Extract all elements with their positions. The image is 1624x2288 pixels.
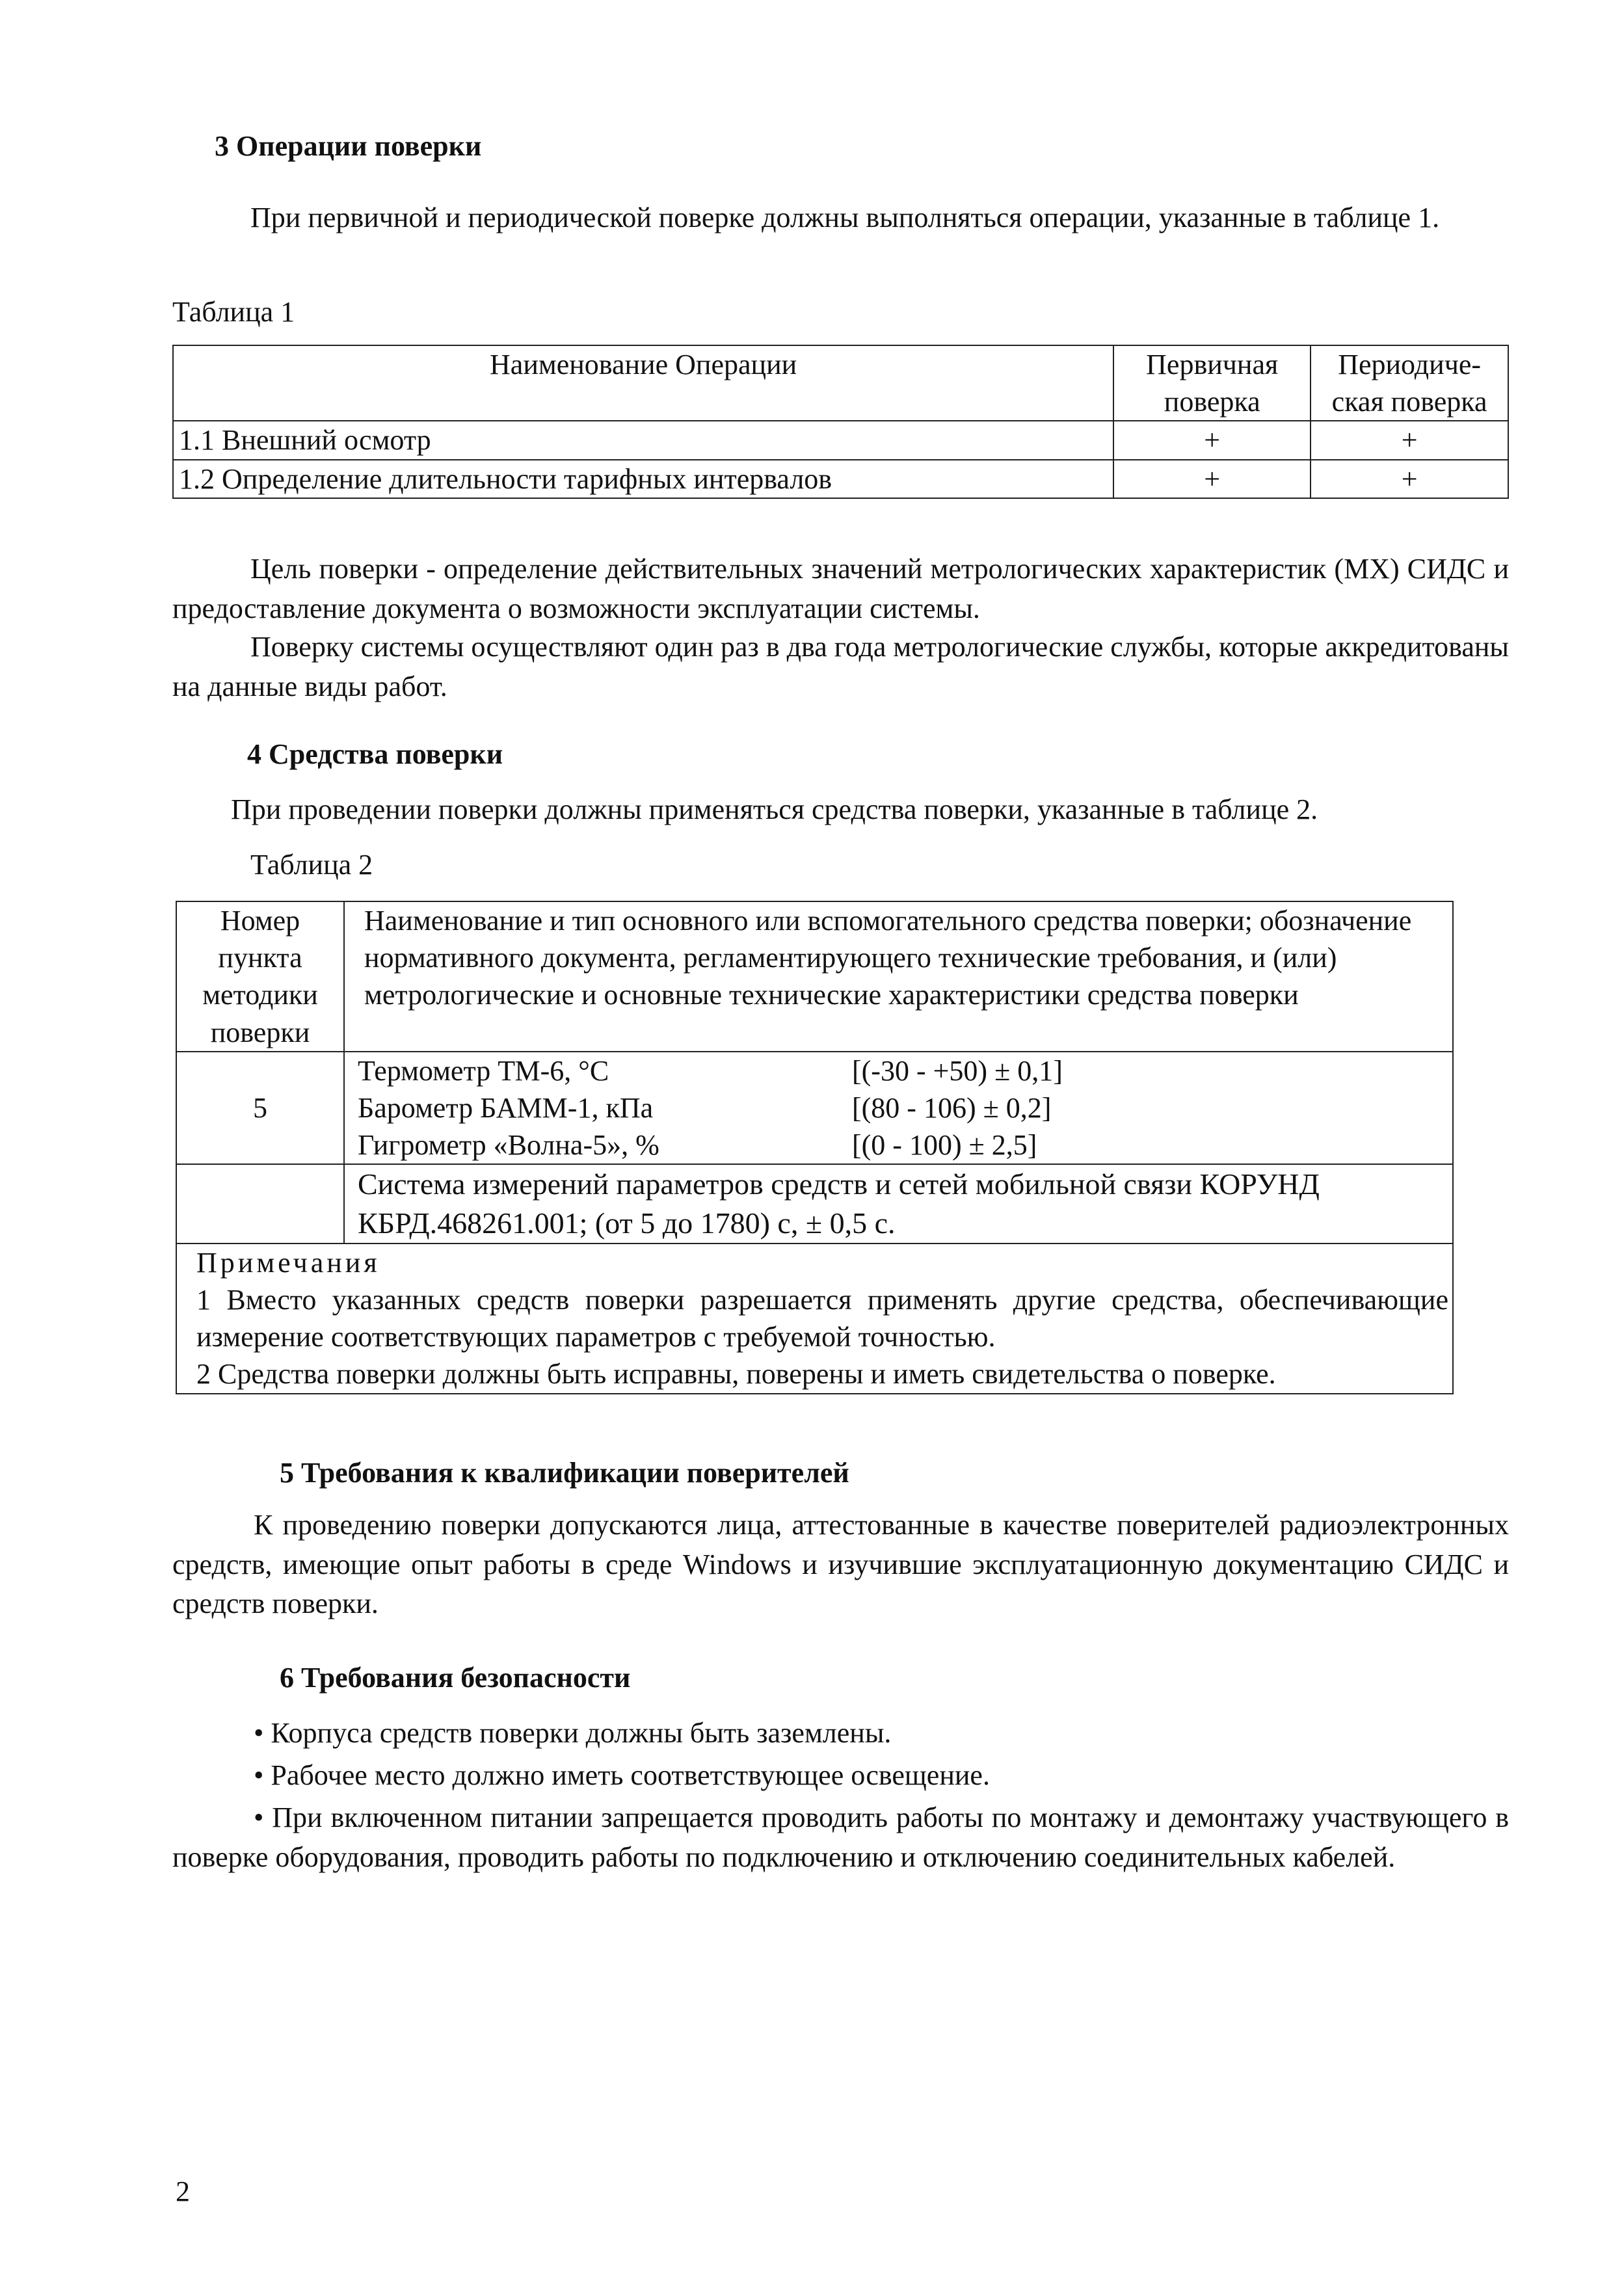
note-1: 1 Вместо указанных средств поверки разрешается применять другие средства, обеспечивающие измерение соответствующих параметров с требуемой точностью.	[196, 1284, 1448, 1353]
table-1-header-row	[173, 345, 1508, 421]
table-1-cell-periodic: +	[1311, 460, 1508, 498]
table-1-header-operation: Наименование Операции	[173, 345, 1113, 421]
instrument-row	[358, 1089, 1447, 1126]
table-2-notes-row	[176, 1244, 1453, 1394]
table-2	[176, 901, 1454, 1394]
table-2-header-row	[176, 901, 1453, 1052]
table-2-notes	[176, 1244, 1453, 1394]
table-1-caption: Таблица 1	[172, 296, 295, 328]
table-row	[176, 1164, 1453, 1244]
section-3-intro: При первичной и периодической поверке должны выполняться операции, указанные в таблице 1.	[250, 202, 1440, 233]
table-1-header-primary: Первичная поверка	[1113, 345, 1311, 421]
instrument-name: Термометр ТМ-6, °С	[358, 1054, 609, 1087]
instrument-row	[358, 1052, 1447, 1089]
note-2: 2 Средства поверки должны быть исправны, поверены и иметь свидетельства о поверке.	[196, 1358, 1276, 1390]
bullet-item: • Корпуса средств поверки должны быть заземлены.	[254, 1717, 892, 1749]
section-5-heading: 5 Требования к квалификации поверителей	[280, 1457, 849, 1489]
instrument-range: [(-30 - +50) ± 0,1]	[852, 1054, 1063, 1087]
section-3-paragraph-1: Цель поверки - определение действительных значений метрологических характеристик (МХ) СИДС и предоставление документа о возможности эксплуатации системы.	[172, 553, 1509, 624]
table-1-cell-op: 1.1 Внешний осмотр	[173, 421, 1113, 459]
instrument-name: Гигрометр «Волна-5», %	[358, 1129, 659, 1162]
section-4-heading: 4 Средства поверки	[247, 738, 503, 770]
instrument-range: [(0 - 100) ± 2,5]	[852, 1129, 1037, 1162]
instrument-name: Барометр БАММ-1, кПа	[358, 1091, 654, 1124]
table-1	[172, 345, 1509, 499]
page-number: 2	[176, 2175, 190, 2207]
table-row	[173, 421, 1508, 459]
table-1-cell-primary: +	[1113, 460, 1311, 498]
table-2-header-description: Наименование и тип основного или вспомогательного средства поверки; обозначение нормативного документа, регламентирующего технические требования, и (или) метрологические и основные технические характеристики средства поверки	[344, 901, 1453, 1052]
section-5-paragraph: К проведению поверки допускаются лица, аттестованные в качестве поверителей радиоэлектронных средств, имеющие опыт работы в среде Windows и изучившие эксплуатационную документацию СИДС и средств поверки.	[172, 1509, 1509, 1620]
notes-title: Примечания	[196, 1246, 380, 1279]
section-3-paragraph-2: Поверку системы осуществляют один раз в два года метрологические службы, которые аккредитованы на данные виды работ.	[172, 631, 1509, 702]
table-1-cell-op: 1.2 Определение длительности тарифных интервалов	[173, 460, 1113, 498]
section-6-heading: 6 Требования безопасности	[280, 1662, 631, 1694]
section-4-intro: При проведении поверки должны применяться средства поверки, указанные в таблице 2.	[231, 793, 1318, 825]
table-row	[173, 460, 1508, 498]
table-2-cell-number: 5	[176, 1052, 344, 1165]
section-3-heading: 3 Операции поверки	[215, 130, 482, 162]
table-2-cell-instruments	[344, 1052, 1453, 1165]
table-1-header-periodic: Периодиче-ская поверка	[1311, 345, 1508, 421]
table-2-cell-system: Система измерений параметров средств и сетей мобильной связи КОРУНД КБРД.468261.001; (от 5 до 1780) с, ± 0,5 с.	[344, 1164, 1453, 1244]
table-2-header-number: Номер пункта методики поверки	[176, 901, 344, 1052]
instrument-range: [(80 - 106) ± 0,2]	[852, 1091, 1052, 1124]
table-1-cell-periodic: +	[1311, 421, 1508, 459]
bullet-item: • При включенном питании запрещается проводить работы по монтажу и демонтажу участвующего в поверке оборудования, проводить работы по подключению и отключению соединительных кабелей.	[172, 1802, 1509, 1873]
table-1-cell-primary: +	[1113, 421, 1311, 459]
instrument-row	[358, 1126, 1447, 1164]
table-2-caption: Таблица 2	[250, 849, 373, 881]
table-row	[176, 1052, 1453, 1165]
bullet-item: • Рабочее место должно иметь соответствующее освещение.	[254, 1759, 990, 1791]
table-2-cell-empty	[176, 1164, 344, 1244]
